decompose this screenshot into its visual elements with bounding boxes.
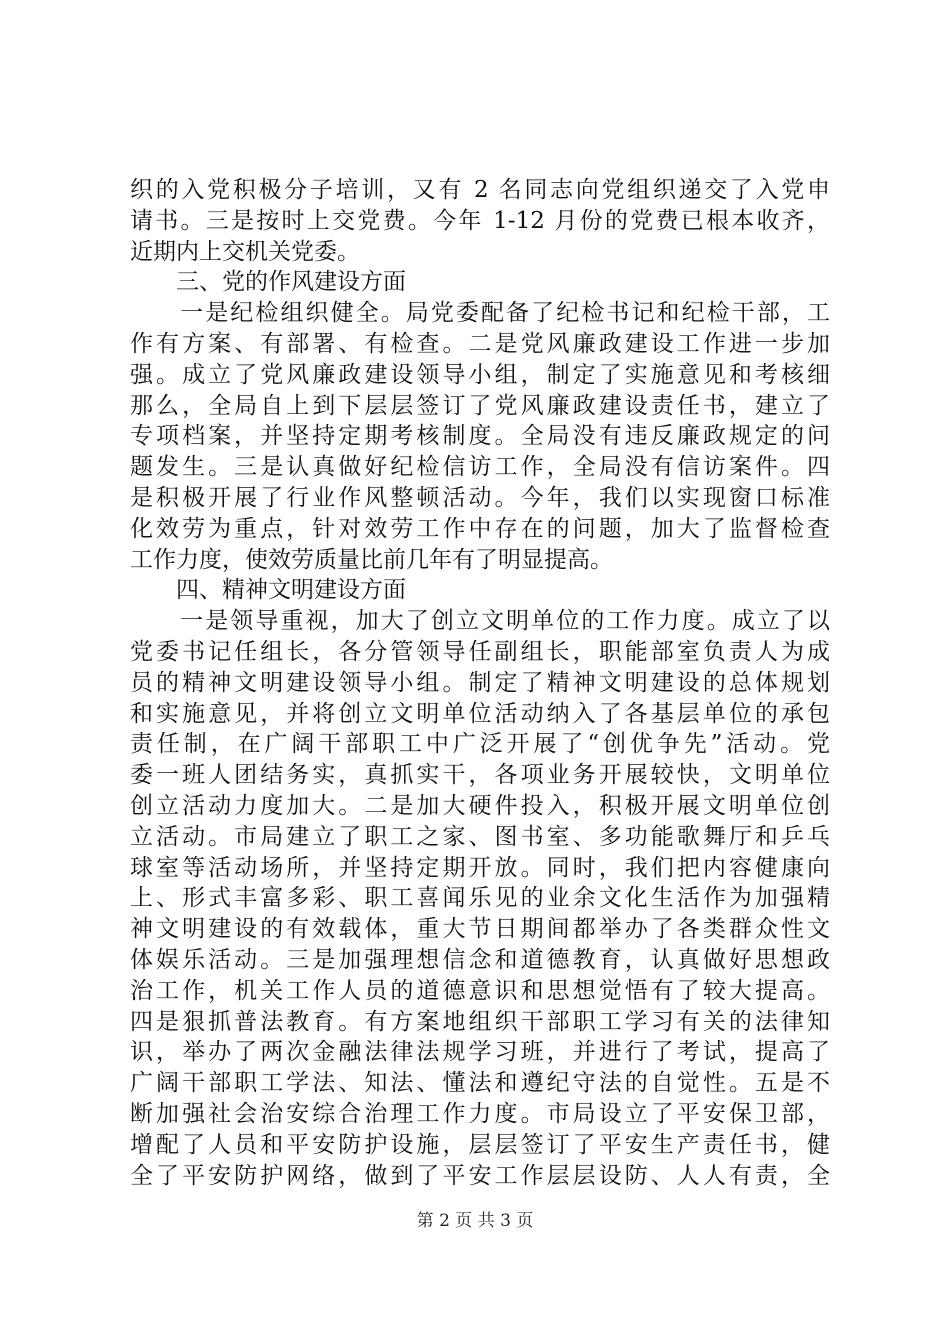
text-line: 党委书记任组长，各分管领导任副组长，职能部室负责人为成 xyxy=(130,638,830,665)
text-line: 题发生。三是认真做好纪检信访工作，全局没有信访案件。四 xyxy=(130,454,830,481)
text-line: 织的入党积极分子培训，又有 2 名同志向党组织递交了入党申 xyxy=(130,177,830,203)
text-line: 增配了人员和平安防护设施，层层签订了平安生产责任书，健 xyxy=(130,1131,830,1158)
text-line: 工作力度，使效劳质量比前几年有了明显提高。 xyxy=(130,546,613,573)
document-body xyxy=(130,175,830,1191)
section-heading: 三、党的作风建设方面 xyxy=(130,269,406,296)
text-line: 那么，全局自上到下层层签订了党风廉政建设责任书，建立了 xyxy=(130,392,830,419)
text-line: 立活动。市局建立了职工之家、图书室、多功能歌舞厅和乒乓 xyxy=(130,823,830,850)
text-line: 创立活动力度加大。二是加大硬件投入，积极开展文明单位创 xyxy=(130,792,830,819)
text-line: 球室等活动场所，并坚持定期开放。同时，我们把内容健康向 xyxy=(130,854,830,881)
page-number-footer: 第 2 页 共 3 页 xyxy=(416,1211,534,1231)
text-line: 委一班人团结务实，真抓实干，各项业务开展较快，文明单位 xyxy=(130,762,830,789)
text-line: 员的精神文明建设领导小组。制定了精神文明建设的总体规划 xyxy=(130,669,830,696)
text-line: 一是纪检组织健全。局党委配备了纪检书记和纪检干部，工 xyxy=(130,300,830,327)
text-line: 作有方案、有部署、有检查。二是党风廉政建设工作进一步加 xyxy=(130,330,830,357)
text-line: 四是狠抓普法教育。有方案地组织干部职工学习有关的法律知 xyxy=(130,1008,830,1035)
text-line: 化效劳为重点，针对效劳工作中存在的问题，加大了监督检查 xyxy=(130,515,830,542)
text-line: 一是领导重视，加大了创立文明单位的工作力度。成立了以 xyxy=(130,608,830,635)
text-line: 全了平安防护网络，做到了平安工作层层设防、人人有责，全 xyxy=(130,1162,830,1189)
text-line: 专项档案，并坚持定期考核制度。全局没有违反廉政规定的问 xyxy=(130,423,830,450)
text-line: 是积极开展了行业作风整顿活动。今年，我们以实现窗口标准 xyxy=(130,484,830,511)
text-line: 责任制，在广阔干部职工中广泛开展了“创优争先”活动。党 xyxy=(130,731,830,758)
section-heading: 四、精神文明建设方面 xyxy=(130,577,406,604)
text-line: 请书。三是按时上交党费。今年 1-12 月份的党费已根本收齐， xyxy=(130,207,830,234)
text-line: 和实施意见，并将创立文明单位活动纳入了各基层单位的承包 xyxy=(130,700,830,727)
text-line: 识，举办了两次金融法律法规学习班，并进行了考试，提高了 xyxy=(130,1039,830,1066)
text-line: 上、形式丰富多彩、职工喜闻乐见的业余文化生活作为加强精 xyxy=(130,885,830,912)
text-line: 近期内上交机关党委。 xyxy=(130,238,360,265)
text-line: 体娱乐活动。三是加强理想信念和道德教育，认真做好思想政 xyxy=(130,946,830,973)
text-line: 神文明建设的有效载体，重大节日期间都举办了各类群众性文 xyxy=(130,916,830,943)
text-line: 广阔干部职工学法、知法、懂法和遵纪守法的自觉性。五是不 xyxy=(130,1070,830,1097)
text-line: 断加强社会治安综合治理工作力度。市局设立了平安保卫部， xyxy=(130,1100,830,1127)
text-line: 治工作，机关工作人员的道德意识和思想觉悟有了较大提高。 xyxy=(130,977,830,1004)
text-line: 强。成立了党风廉政建设领导小组，制定了实施意见和考核细 xyxy=(130,361,830,388)
